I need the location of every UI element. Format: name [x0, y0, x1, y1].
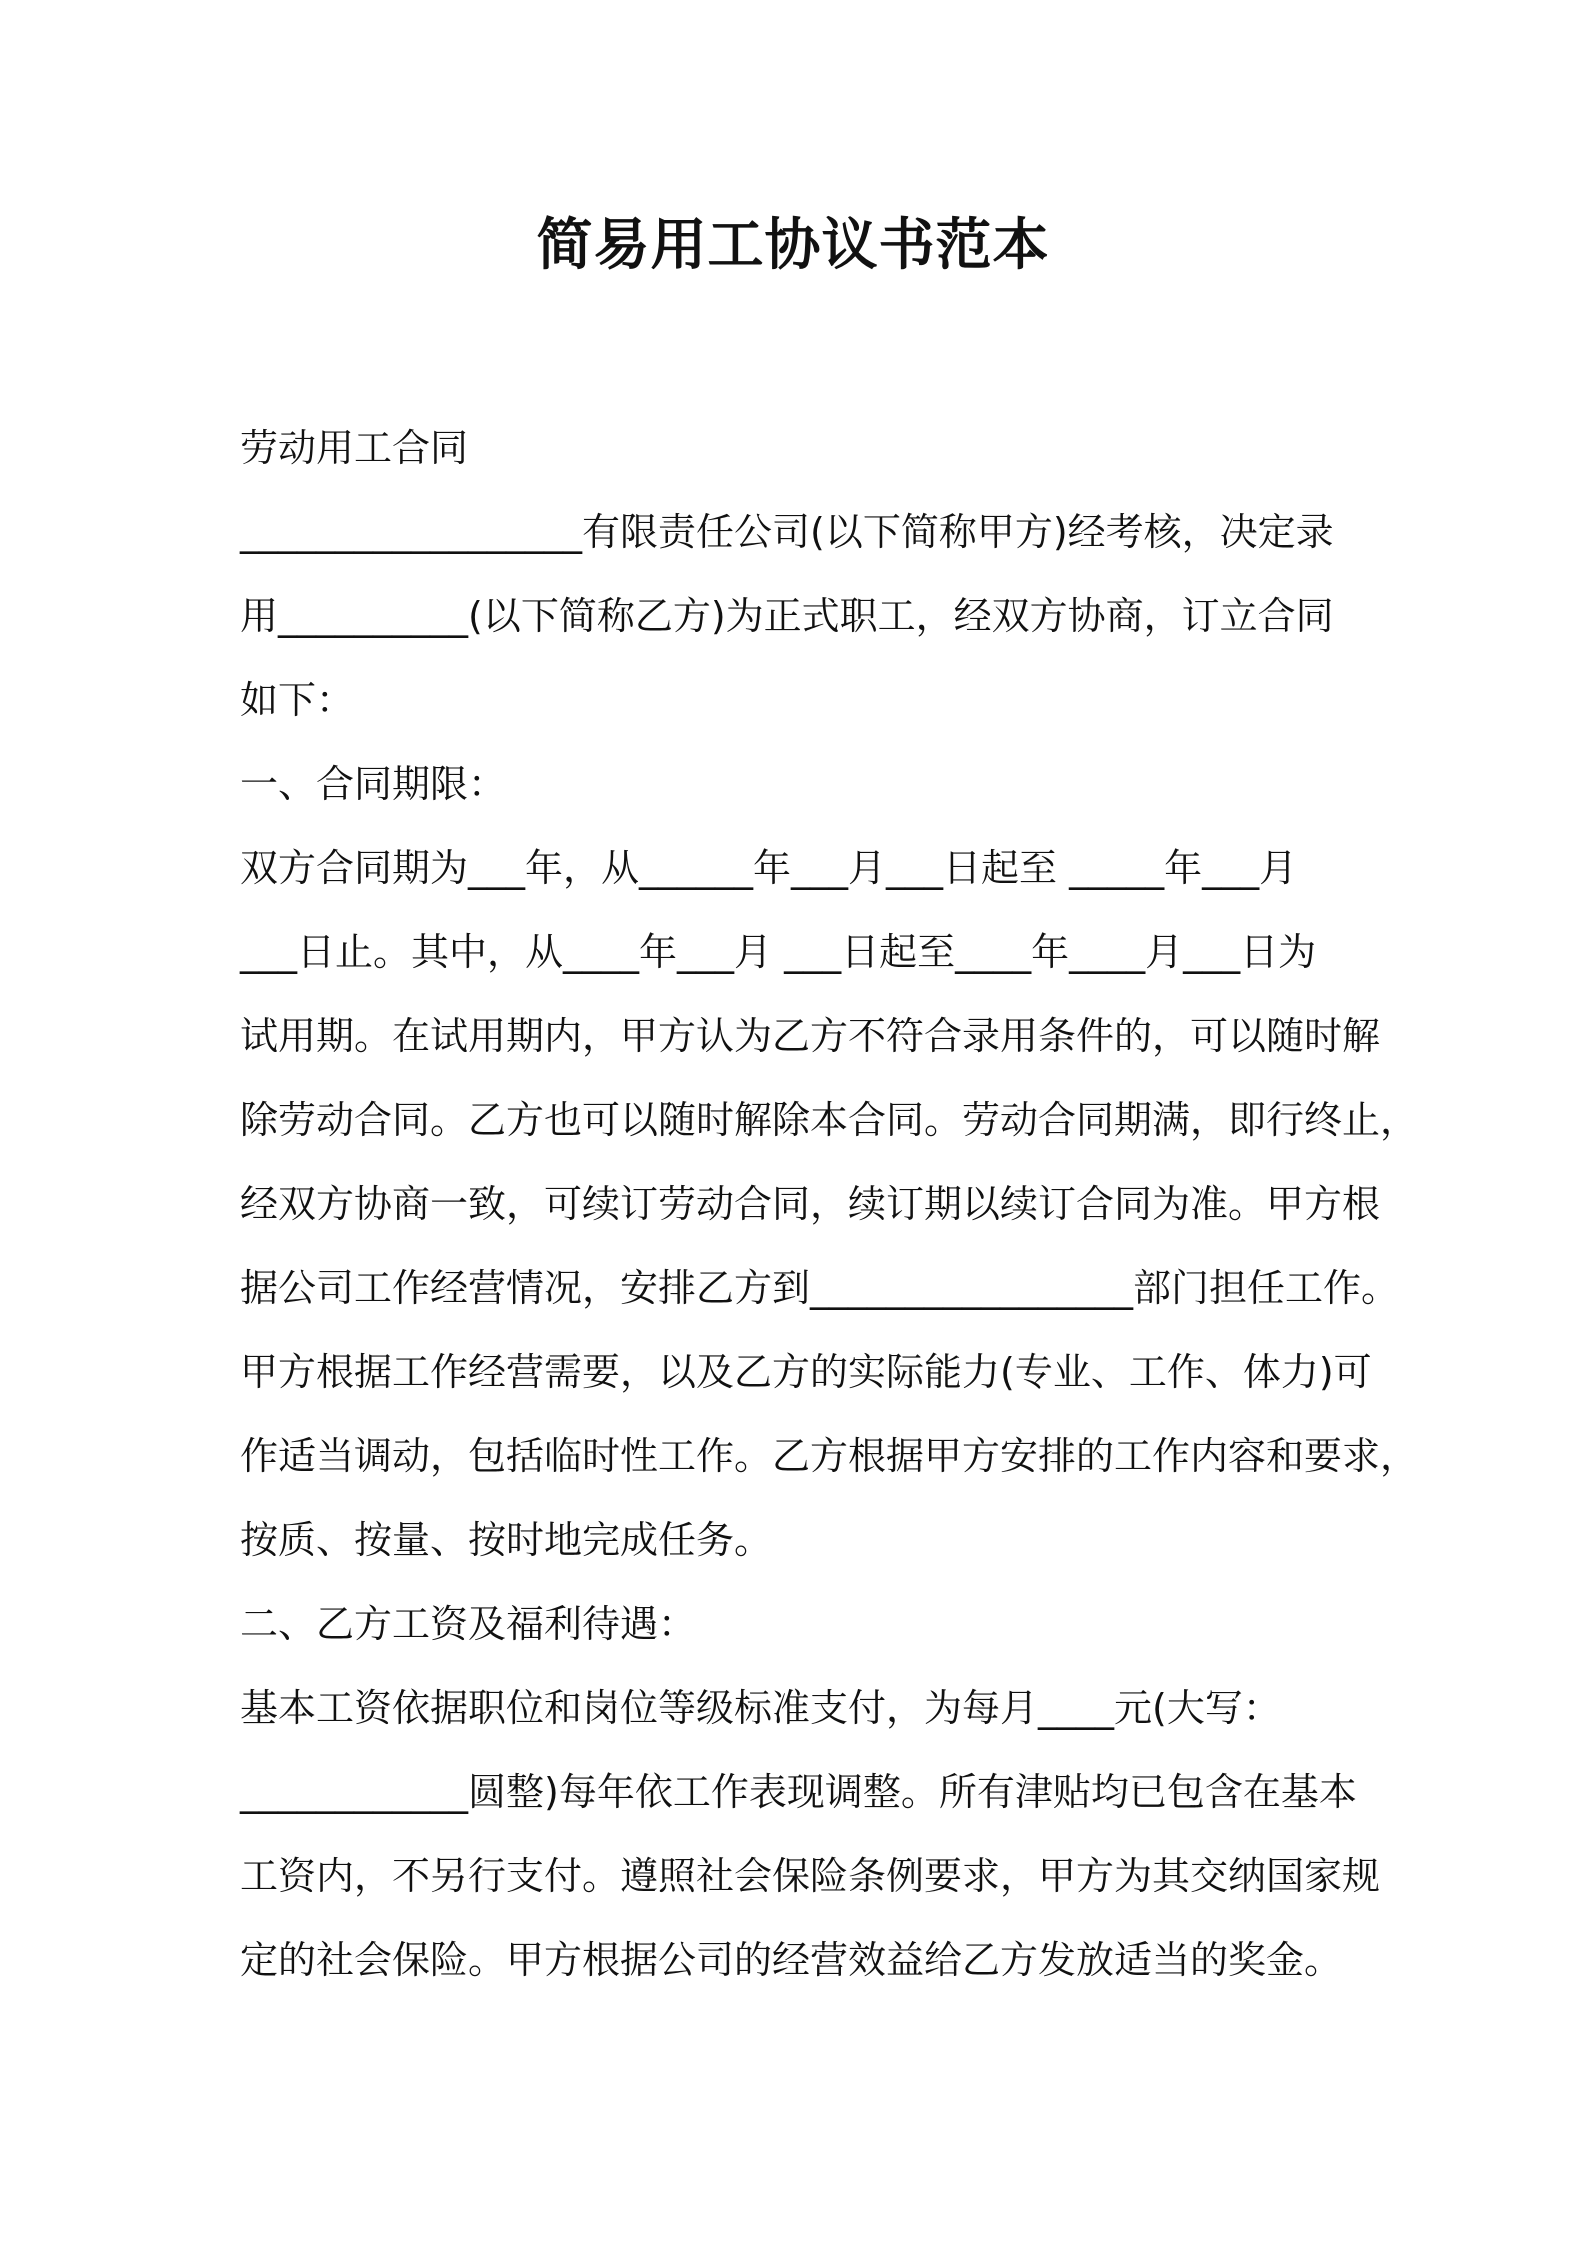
body-line: 如下：	[240, 678, 355, 722]
body-line: 双方合同期为___年，从______年___月___日起至 _____年___月	[240, 846, 1298, 890]
document-body	[240, 406, 1419, 2002]
body-line: ___日止。其中，从____年___月 ___日起至____年____月___日为	[240, 930, 1317, 974]
body-line: 用__________(以下简称乙方)为正式职工，经双方协商，订立合同	[240, 594, 1334, 638]
body-line: 据公司工作经营情况，安排乙方到_________________部门担任工作。	[240, 1266, 1400, 1310]
body-line: 经双方协商一致，可续订劳动合同，续订期以续订合同为准。甲方根	[240, 1182, 1381, 1226]
body-line: 定的社会保险。甲方根据公司的经营效益给乙方发放适当的奖金。	[240, 1938, 1343, 1982]
section-heading-wages-benefits: 二、乙方工资及福利待遇：	[240, 1602, 697, 1646]
contract-heading: 劳动用工合同	[240, 426, 469, 470]
body-line: ____________圆整)每年依工作表现调整。所有津贴均已包含在基本	[240, 1770, 1357, 1814]
section-heading-contract-term: 一、合同期限：	[240, 762, 507, 806]
body-line: 按质、按量、按时地完成任务。	[240, 1518, 773, 1562]
body-line: 基本工资依据职位和岗位等级标准支付，为每月____元(大写：	[240, 1686, 1281, 1730]
body-line: 试用期。在试用期内，甲方认为乙方不符合录用条件的，可以随时解	[240, 1014, 1381, 1058]
body-line: 甲方根据工作经营需要，以及乙方的实际能力(专业、工作、体力)可	[240, 1350, 1372, 1394]
body-line: 工资内，不另行支付。遵照社会保险条例要求，甲方为其交纳国家规	[240, 1854, 1381, 1898]
body-line: __________________有限责任公司(以下简称甲方)经考核，决定录	[240, 510, 1334, 554]
body-line: 作适当调动，包括临时性工作。乙方根据甲方安排的工作内容和要求，	[240, 1434, 1419, 1478]
document-title: 简易用工协议书范本	[536, 213, 1050, 278]
body-line: 除劳动合同。乙方也可以随时解除本合同。劳动合同期满，即行终止，	[240, 1098, 1419, 1142]
